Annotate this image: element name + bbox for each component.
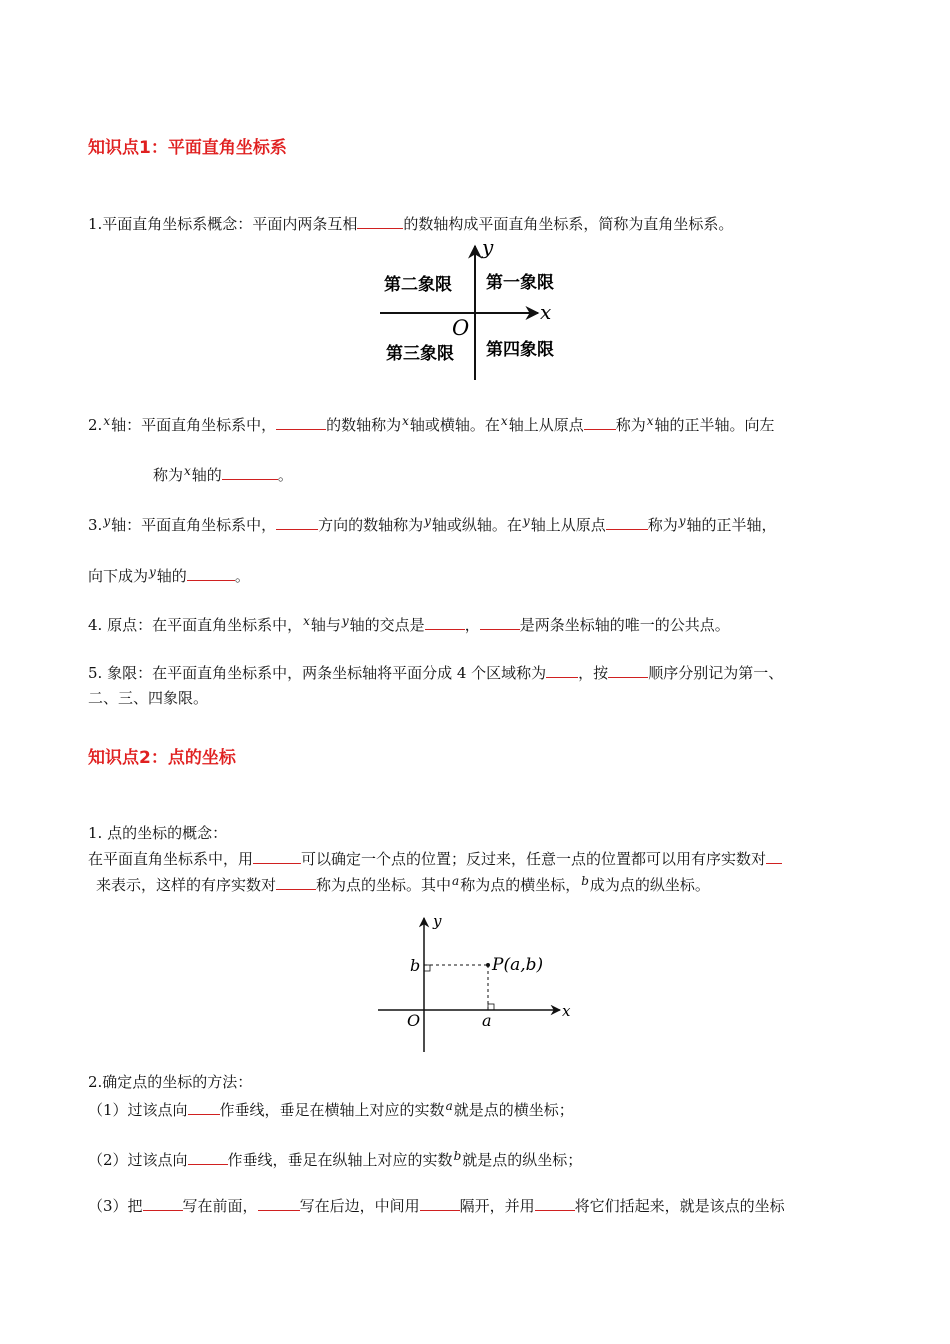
answer-blank[interactable] [606, 515, 648, 530]
method-title: 2.确定点的坐标的方法： [88, 1073, 253, 1091]
origin-label: O [407, 1011, 421, 1030]
section1-heading: 知识点1：平面直角坐标系 [88, 138, 287, 158]
origin-label: O [452, 316, 470, 340]
answer-blank[interactable] [766, 849, 782, 864]
b-label: b [410, 956, 421, 975]
quadrant-2-label: 第二象限 [384, 275, 452, 295]
answer-blank[interactable] [258, 1196, 300, 1211]
right-angle-mark [488, 1004, 494, 1010]
answer-blank[interactable] [188, 1150, 228, 1165]
answer-blank[interactable] [425, 615, 465, 630]
y-axis-paragraph-line2: 向下成为$^y$轴的 。 [88, 565, 250, 585]
x-axis-paragraph: 2.$^x$轴：平面直角坐标系中， 的数轴称为$^x$轴或横轴。在$^x$轴上从原点 称为$^x$轴的正半轴。向左 [88, 414, 775, 434]
right-angle-mark [424, 965, 430, 971]
point-concept-paragraph: 在平面直角坐标系中，用 可以确定一个点的位置；反过来，任意一点的位置都可以用有序实数对 [88, 848, 782, 869]
quadrant-1-label: 第一象限 [486, 273, 554, 293]
quadrant-4-label: 第四象限 [486, 340, 554, 360]
section2-heading: 知识点2：点的坐标 [88, 748, 236, 768]
x-axis-label: x [540, 300, 552, 324]
answer-blank[interactable] [276, 415, 326, 430]
method-step-2: （2）过该点向 作垂线，垂足在纵轴上对应的实数$^b$就是点的纵坐标； [88, 1149, 583, 1169]
y-axis-paragraph: 3.$^y$轴：平面直角坐标系中， 方向的数轴称为$^y$轴或纵轴。在$^y$轴上从原点 称为$^y$轴的正半轴， [88, 514, 777, 534]
point-p-label: P(a,b) [492, 955, 544, 975]
answer-blank[interactable] [253, 849, 301, 864]
quadrant-diagram [378, 238, 578, 383]
quadrant-3-label: 第三象限 [386, 344, 454, 364]
answer-blank[interactable] [276, 875, 316, 890]
method-step-3: （3）把 写在前面， 写在后边，中间用 隔开，并用 将它们括起来，就是该点的坐标 [88, 1197, 785, 1215]
point-p [486, 963, 490, 967]
point-concept-title: 1. 点的坐标的概念： [88, 824, 228, 842]
answer-blank[interactable] [222, 465, 278, 480]
quadrant-paragraph: 5. 象限：在平面直角坐标系中，两条坐标轴将平面分成 4 个区域称为 ，按 顺序分别记为第一、 [88, 664, 784, 682]
answer-blank[interactable] [276, 515, 318, 530]
point-coordinate-diagram [374, 912, 584, 1054]
a-label: a [482, 1011, 492, 1030]
origin-paragraph: 4. 原点：在平面直角坐标系中，$^x$轴与$^y$轴的交点是 ， 是两条坐标轴的唯一的公共点。 [88, 614, 730, 634]
concept-paragraph: 1.平面直角坐标系概念：平面内两条互相 的数轴构成平面直角坐标系，简称为直角坐标系。 [88, 215, 734, 233]
answer-blank[interactable] [608, 663, 648, 678]
answer-blank[interactable] [188, 1100, 220, 1115]
method-step-1: （1）过该点向 作垂线，垂足在横轴上对应的实数$^a$就是点的横坐标； [88, 1099, 574, 1119]
x-axis-paragraph-line2: 称为$^x$轴的 。 [153, 464, 293, 484]
answer-blank[interactable] [546, 663, 578, 678]
answer-blank[interactable] [584, 415, 616, 430]
answer-blank[interactable] [187, 566, 235, 581]
quadrant-paragraph-line2: 二、三、四象限。 [88, 689, 209, 707]
answer-blank[interactable] [143, 1196, 183, 1211]
answer-blank[interactable] [420, 1196, 460, 1211]
answer-blank[interactable] [535, 1196, 575, 1211]
y-axis-label: y [482, 238, 494, 259]
y-axis-label: y [433, 912, 442, 930]
answer-blank[interactable] [357, 214, 403, 229]
x-axis-label: x [562, 1002, 571, 1020]
answer-blank[interactable] [480, 615, 520, 630]
point-concept-paragraph-line2: 来表示，这样的有序实数对 称为点的坐标。其中$^a$称为点的横坐标，$^b$成为点的纵坐标。 [96, 874, 710, 894]
